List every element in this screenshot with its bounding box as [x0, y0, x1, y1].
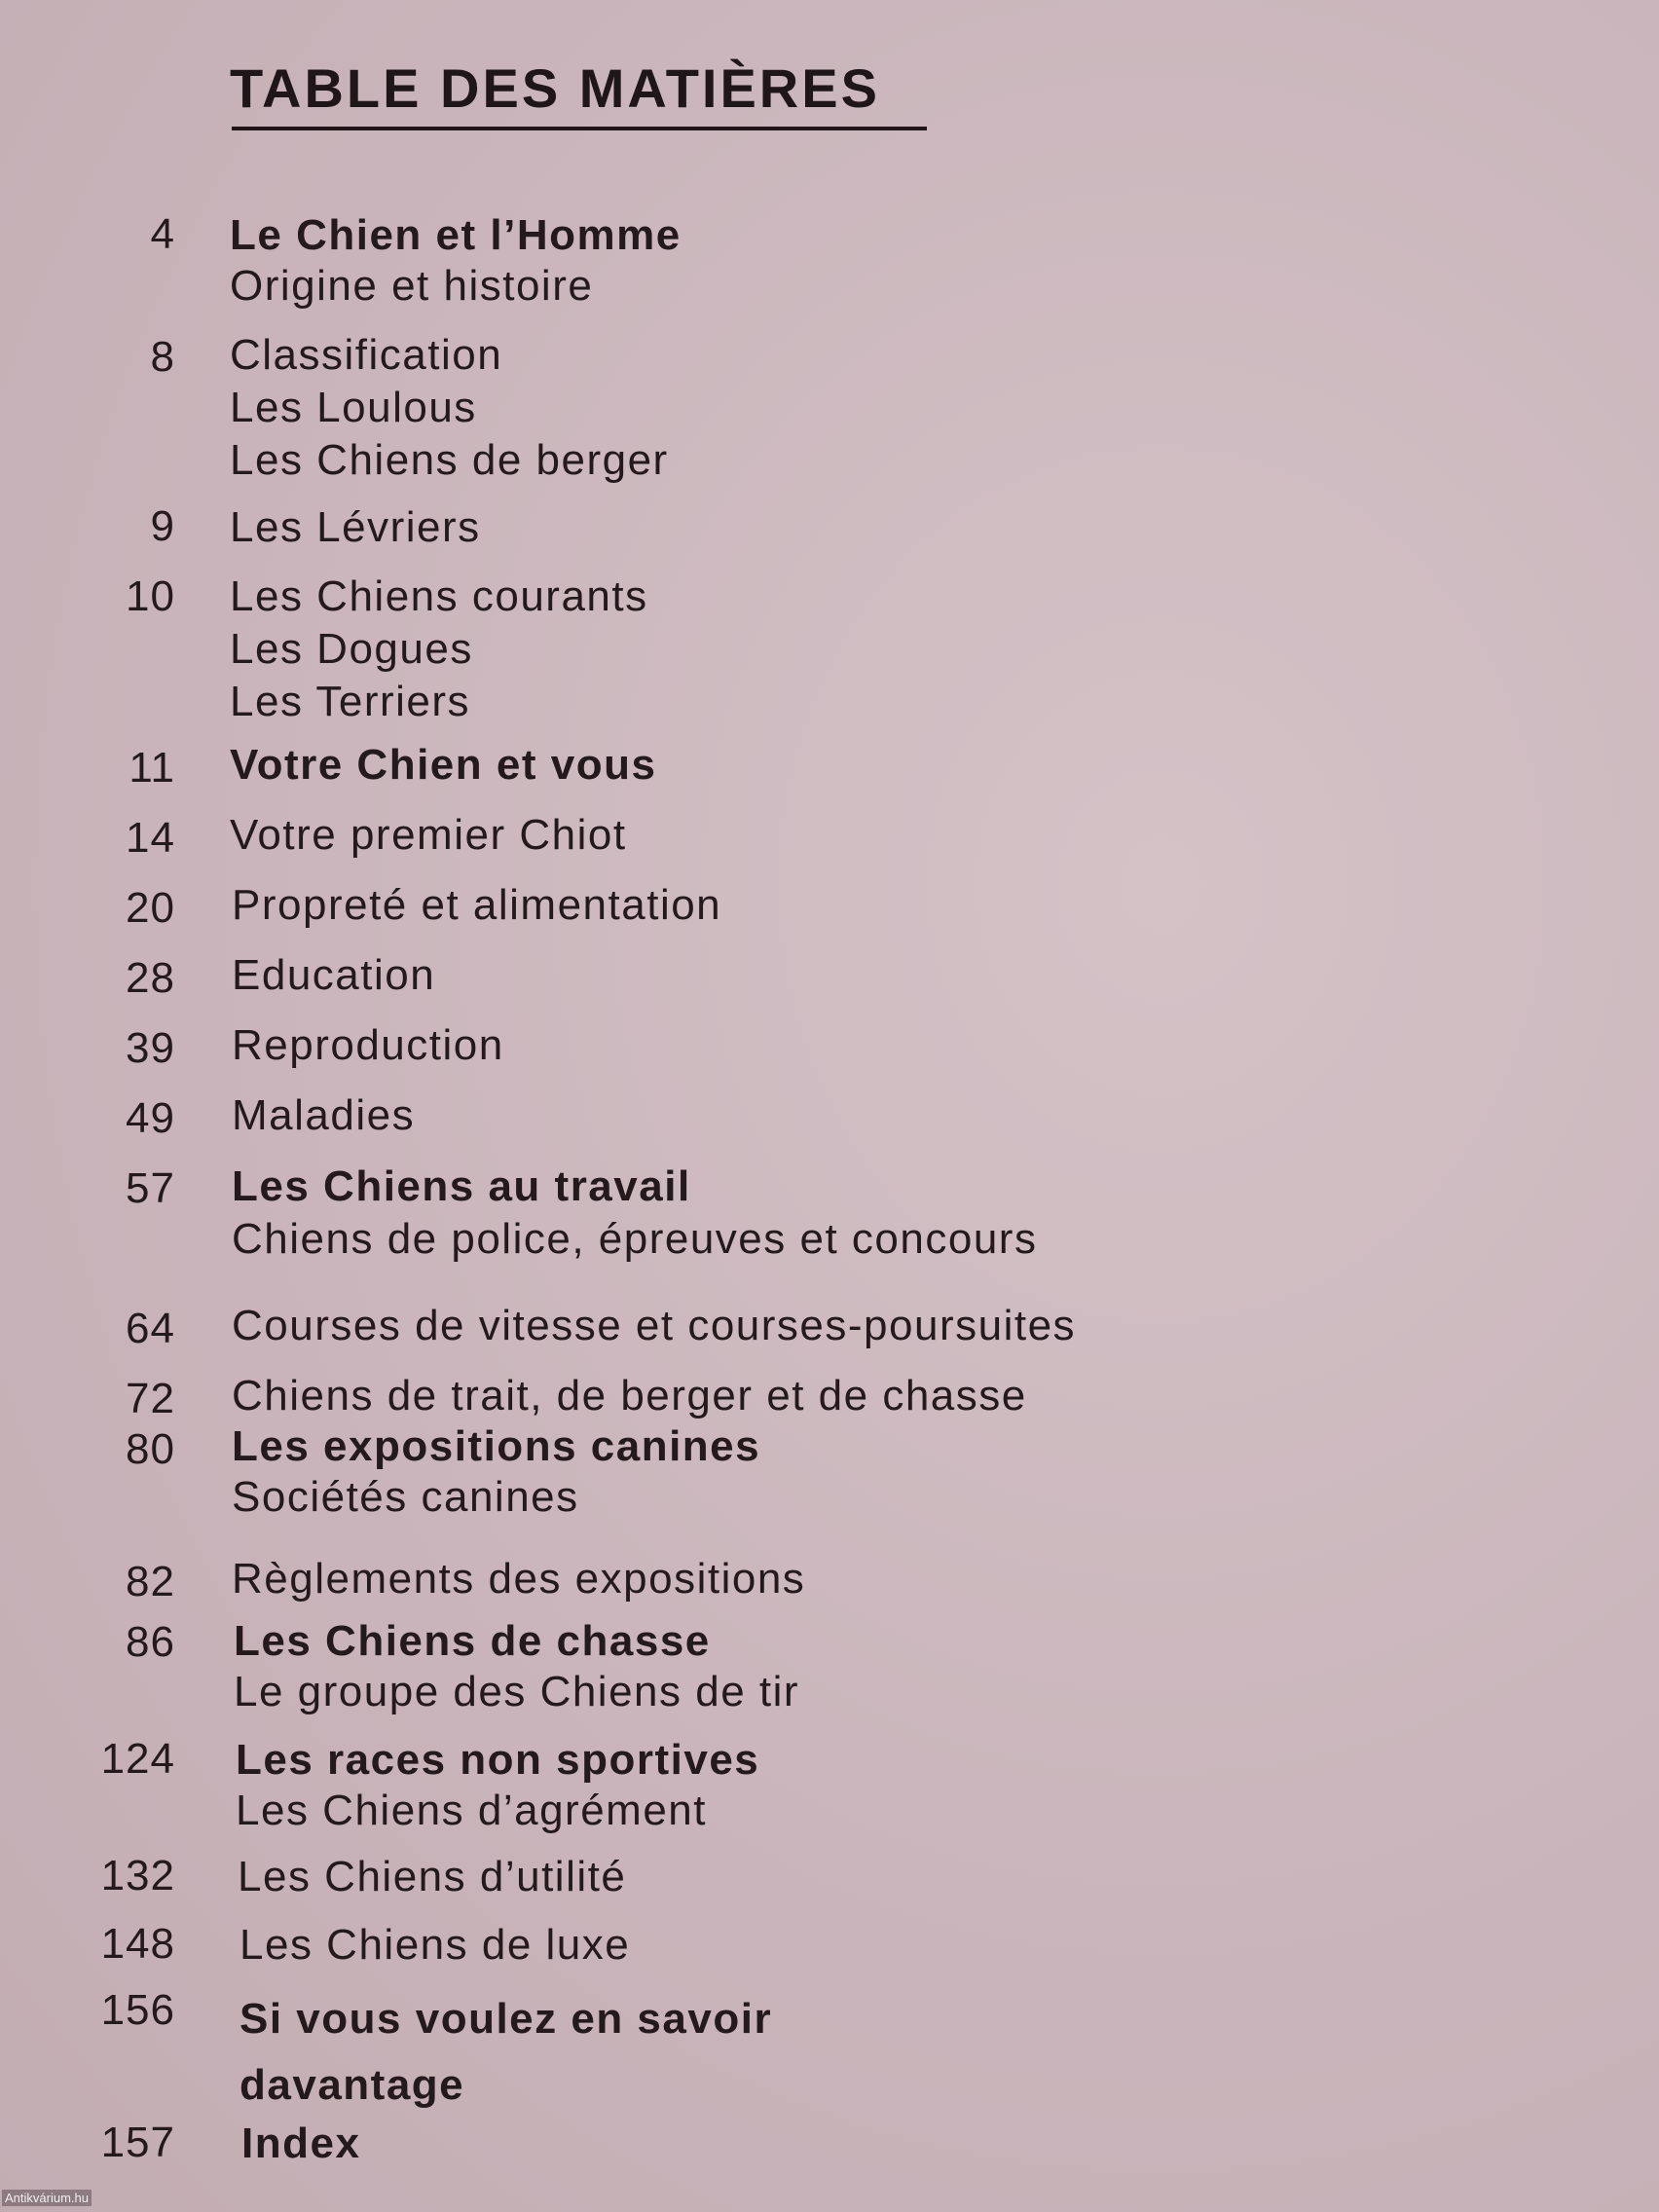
toc-page-number: 82 [126, 1558, 175, 1605]
toc-entry-title: Education [232, 951, 436, 999]
toc-page-number: 64 [126, 1305, 175, 1352]
toc-entry-title: Reproduction [232, 1021, 504, 1069]
toc-entry-subtitle: Les Loulous [230, 384, 477, 431]
toc-entry-title: Maladies [232, 1091, 416, 1139]
toc-entry-subtitle: Chiens de police, épreuves et concours [232, 1215, 1038, 1263]
toc-entry-lines [230, 740, 656, 791]
toc-page-number: 10 [126, 572, 175, 620]
toc-entry-title: Si vous voulez en savoir [240, 1995, 773, 2043]
toc-entry-title: Le Chien et l’Homme [230, 211, 682, 259]
toc-page-number: 72 [126, 1375, 175, 1422]
toc-entry-subtitle: Les Terriers [230, 678, 471, 725]
toc-entry-lines [234, 1616, 799, 1717]
toc-page-number: 86 [126, 1618, 175, 1666]
toc-entry-lines [232, 1090, 415, 1141]
toc-entry-lines [236, 1735, 759, 1836]
toc-entry-lines [232, 1020, 504, 1071]
toc-entry-title: Courses de vitesse et courses-poursuites [232, 1302, 1077, 1349]
toc-entry-lines [240, 1920, 630, 1971]
toc-entry-title: Propreté et alimentation [232, 881, 722, 929]
toc-entry-subtitle: Le groupe des Chiens de tir [234, 1668, 800, 1715]
toc-page-number: 4 [150, 210, 175, 258]
toc-entry-lines [232, 950, 435, 1001]
watermark: Antikvárium.hu [2, 2190, 92, 2206]
toc-entry-subtitle: Origine et histoire [230, 262, 594, 310]
toc-page-number: 124 [100, 1735, 175, 1783]
toc-page-number: 156 [100, 1986, 175, 2034]
toc-page-number: 14 [126, 814, 175, 862]
toc-entry-lines [241, 2119, 360, 2169]
toc-entry-lines [230, 810, 627, 861]
toc-entry-lines [230, 329, 669, 487]
toc-entry-lines [232, 1554, 805, 1604]
toc-page-number: 39 [126, 1024, 175, 1072]
title-underline [232, 127, 927, 130]
toc-page-number: 8 [150, 333, 175, 381]
toc-page-number: 57 [126, 1164, 175, 1212]
toc-entry-lines [232, 1421, 760, 1523]
toc-entry-lines [238, 1852, 626, 1902]
toc-entry-title: Règlements des expositions [232, 1555, 806, 1603]
toc-entry-lines [230, 571, 648, 728]
toc-page-number: 80 [126, 1425, 175, 1473]
toc-entry-title: Les Chiens de luxe [240, 1921, 631, 1969]
toc-entry-title: Les Chiens d’utilité [238, 1853, 627, 1900]
toc-entry-subtitle: Sociétés canines [232, 1473, 579, 1521]
toc-entry-title: Les Chiens de chasse [234, 1617, 711, 1665]
toc-entry-lines [230, 502, 481, 553]
toc-entry-title: Index [241, 2120, 361, 2167]
toc-entry-lines [240, 1986, 772, 2119]
toc-entry-lines [230, 210, 682, 312]
toc-page-number: 132 [100, 1852, 175, 1899]
toc-page-number: 49 [126, 1094, 175, 1142]
toc-page-number: 20 [126, 884, 175, 932]
toc-page-number: 9 [150, 502, 175, 550]
toc-entry-lines [232, 1161, 1037, 1266]
toc-entry-subtitle: davantage [240, 2061, 465, 2109]
toc-entry-lines [232, 1301, 1076, 1351]
toc-page-number: 157 [100, 2119, 175, 2166]
toc-entry-title: Votre Chien et vous [230, 741, 657, 789]
toc-entry-title: Les Chiens courants [230, 572, 648, 620]
toc-page-number: 28 [126, 954, 175, 1002]
toc-entry-subtitle: Les Chiens d’agrément [236, 1787, 707, 1834]
toc-entry-title: Votre premier Chiot [230, 811, 627, 859]
toc-entry-title: Chiens de trait, de berger et de chasse [232, 1372, 1027, 1419]
toc-entry-title: Les expositions canines [232, 1422, 761, 1470]
toc-entry-title: Les Lévriers [230, 503, 481, 551]
page-title: TABLE DES MATIÈRES [230, 57, 880, 119]
toc-entry-subtitle: Les Dogues [230, 625, 473, 673]
toc-entry-subtitle: Les Chiens de berger [230, 436, 669, 484]
toc-entry-title: Classification [230, 331, 503, 379]
toc-page-number: 11 [129, 744, 175, 792]
toc-page-number: 148 [100, 1920, 175, 1968]
toc-entry-title: Les races non sportives [236, 1736, 760, 1784]
toc-entry-title: Les Chiens au travail [232, 1162, 691, 1210]
toc-entry-lines [232, 880, 721, 931]
toc-entry-lines [232, 1371, 1027, 1421]
